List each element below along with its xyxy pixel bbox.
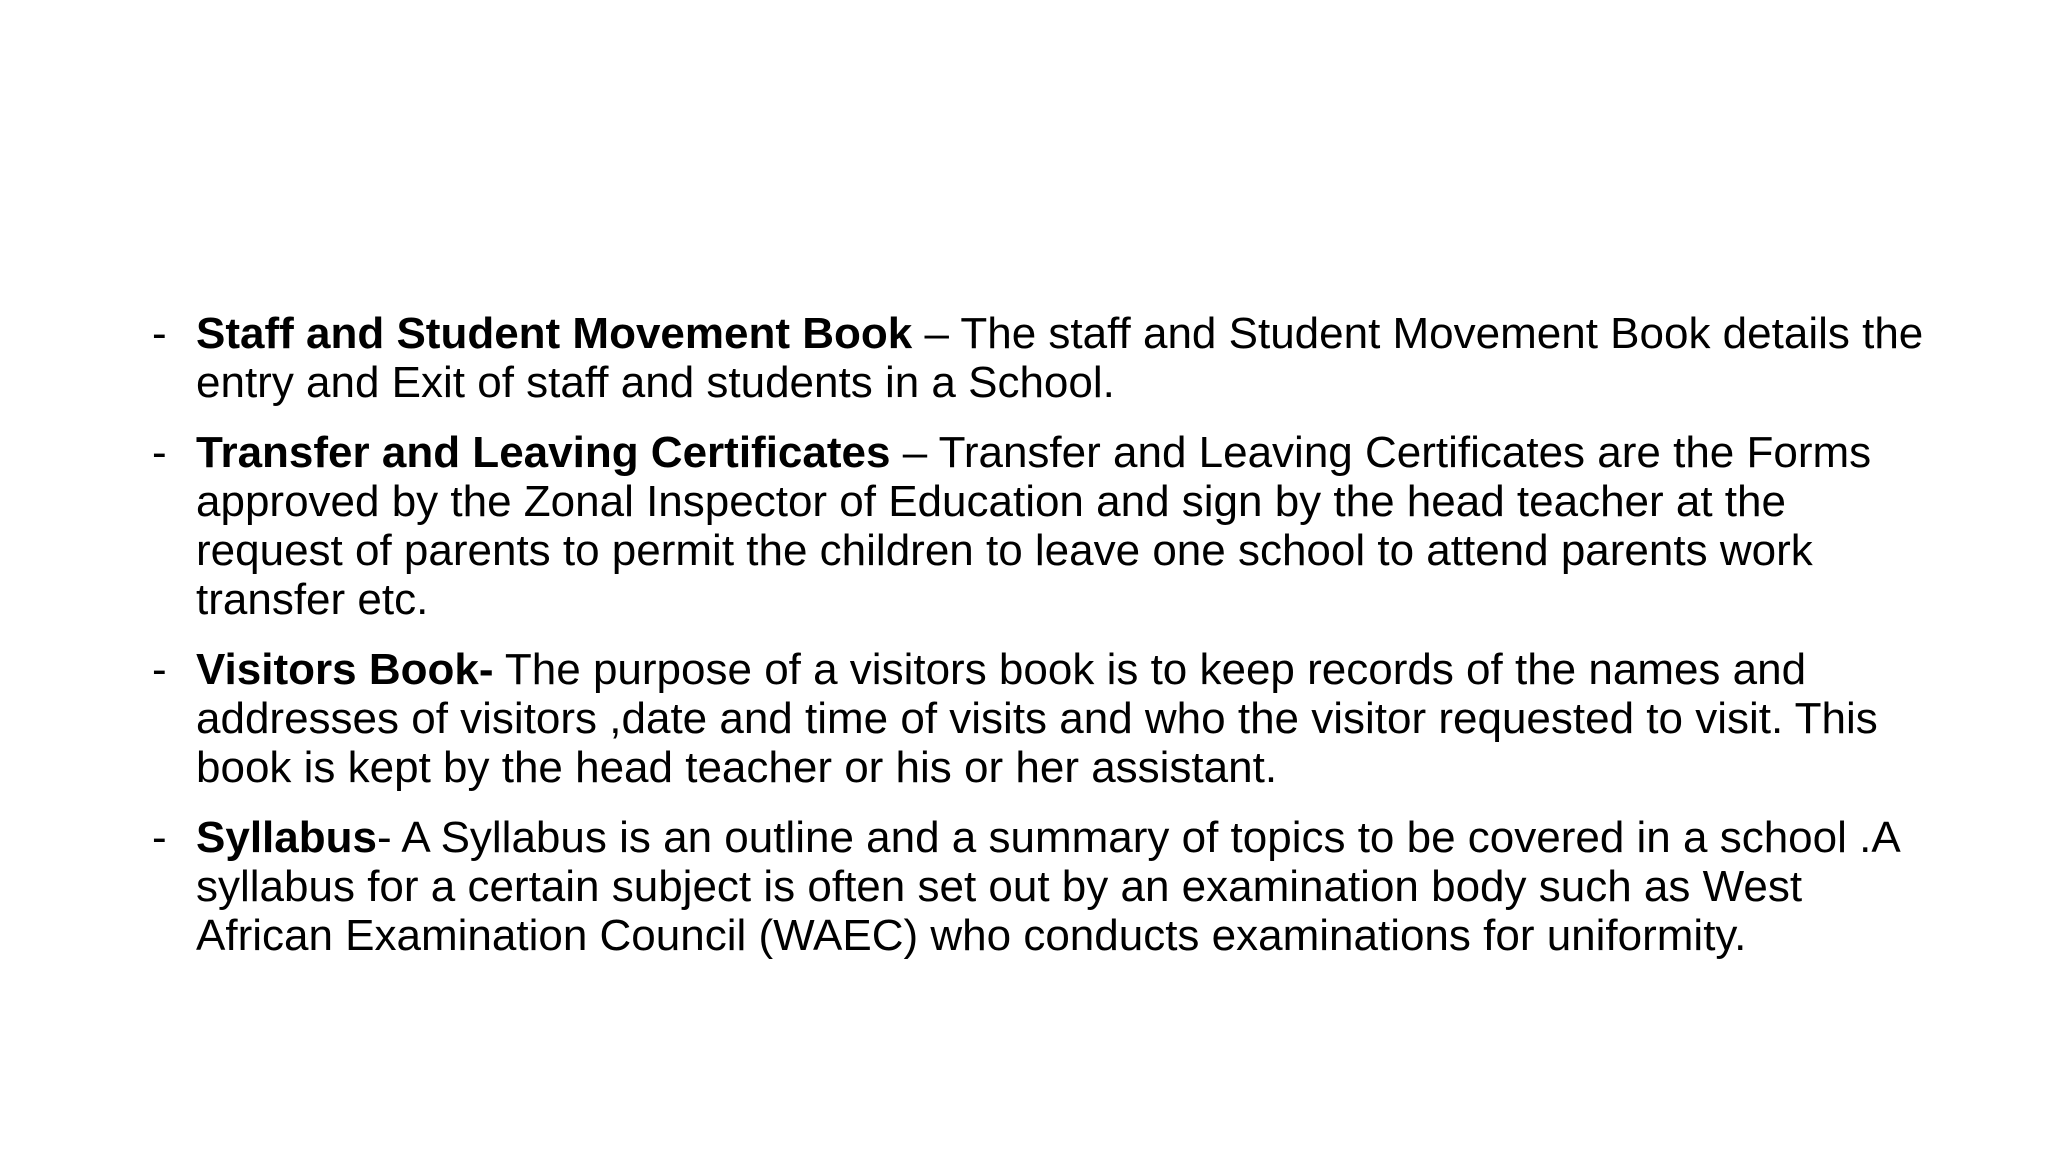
item-term: Syllabus bbox=[196, 813, 377, 862]
item-description: – Transfer and Leaving Certificates are the Forms approved by the Zonal Inspector of Education and sign by the head teacher at the request of parents to permit the children to leave one school to attend parents work transfer etc. bbox=[196, 428, 1872, 624]
item-term: Staff and Student Movement Book bbox=[196, 309, 913, 358]
bullet-dash: - bbox=[152, 428, 167, 477]
bullet-list bbox=[152, 309, 1932, 981]
item-description: - A Syllabus is an outline and a summary of topics to be covered in a school .A syllabus for a certain subject is often set out by an examination body such as West African Examination Council (WAEC) who conducts examinations for uniformity. bbox=[196, 813, 1899, 960]
bullet-dash: - bbox=[152, 813, 167, 862]
item-description: – The staff and Student Movement Book details the entry and Exit of staff and students in a School. bbox=[196, 309, 1924, 407]
list-item-visitors-book bbox=[152, 645, 1932, 792]
list-item-staff-student-movement-book bbox=[152, 309, 1932, 407]
item-description: The purpose of a visitors book is to keep records of the names and addresses of visitors ,date and time of visits and who the visitor requested to visit. This book is kept by the head teacher or his or her assistant. bbox=[196, 645, 1878, 792]
item-term: Transfer and Leaving Certificates bbox=[196, 428, 891, 477]
bullet-dash: - bbox=[152, 309, 167, 358]
bullet-dash: - bbox=[152, 645, 167, 694]
item-term: Visitors Book- bbox=[196, 645, 494, 694]
list-item-transfer-leaving-certificates bbox=[152, 428, 1932, 624]
list-item-syllabus bbox=[152, 813, 1932, 960]
